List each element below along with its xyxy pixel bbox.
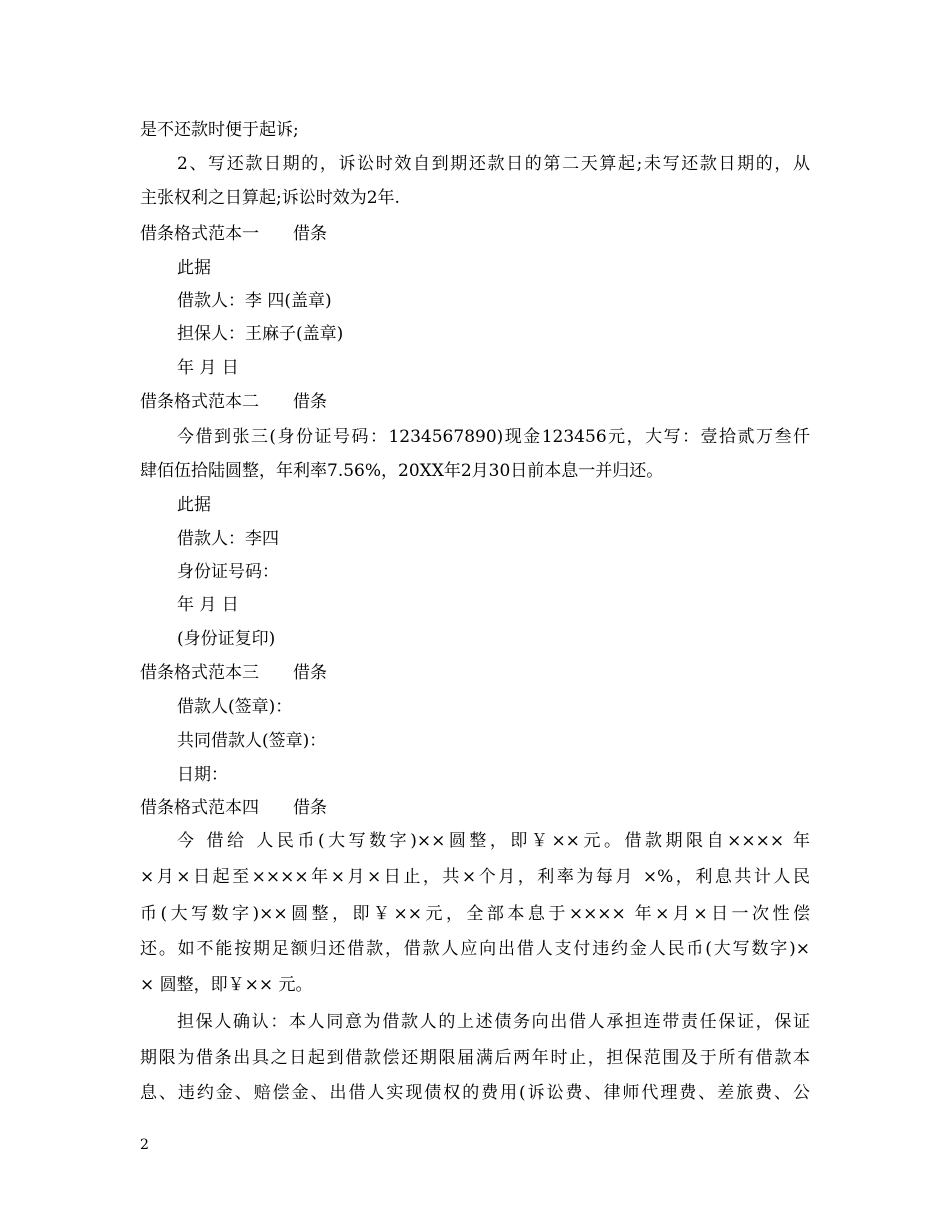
text-line: (身份证复印) <box>177 629 276 649</box>
text-line: 年 月 日 <box>177 595 239 615</box>
text-line: ×月×日起至××××年×月×日止，共×个月，利率为每月 ×%，利息共计人民 <box>140 867 810 887</box>
section-heading: 借条格式范本四 借条 <box>140 798 327 818</box>
text-line: 身份证号码： <box>177 562 279 582</box>
text-line: 此据 <box>177 495 211 515</box>
section-heading: 借条格式范本三 借条 <box>140 663 327 683</box>
text-line: 借款人：李 四(盖章) <box>177 291 332 311</box>
section-heading: 借条格式范本二 借条 <box>140 392 327 412</box>
text-line: 年 月 日 <box>177 358 239 378</box>
text-line: 共同借款人(签章)： <box>177 731 327 751</box>
text-line: 借款人：李四 <box>177 529 279 549</box>
text-line: 息、违约金、赔偿金、出借人实现债权的费用(诉讼费、律师代理费、差旅费、公 <box>140 1083 810 1103</box>
text-line: 还。如不能按期足额归还借款，借款人应向出借人支付违约金人民币(大写数字)× <box>140 939 810 959</box>
text-line: 主张权利之日算起;诉讼时效为2年. <box>140 188 400 208</box>
text-line: 担保人：王麻子(盖章) <box>177 324 344 344</box>
text-line: 今借到张三(身份证号码：1234567890)现金123456元，大写：壹拾贰万叁仟 <box>177 427 810 447</box>
text-line: 币(大写数字)××圆整，即￥××元，全部本息于×××× 年×月×日一次性偿 <box>140 904 810 924</box>
text-line: 此据 <box>177 258 211 278</box>
text-line: 肆佰伍拾陆圆整，年利率7.56%，20XX年2月30日前本息一并归还。 <box>140 461 664 481</box>
section-heading: 借条格式范本一 借条 <box>140 224 327 244</box>
text-line: 是不还款时便于起诉; <box>140 120 299 140</box>
text-line: 借款人(签章)： <box>177 697 293 717</box>
page-number: 2 <box>140 1137 149 1153</box>
text-line: 2、写还款日期的，诉讼时效自到期还款日的第二天算起;未写还款日期的，从 <box>177 154 810 174</box>
text-line: × 圆整，即￥×× 元。 <box>140 975 313 995</box>
text-line: 今 借给 人民币(大写数字)××圆整，即￥××元。借款期限自×××× 年 <box>177 831 810 851</box>
text-line: 期限为借条出具之日起到借款偿还期限届满后两年时止，担保范围及于所有借款本 <box>140 1048 810 1068</box>
text-line: 担保人确认：本人同意为借款人的上述债务向出借人承担连带责任保证，保证 <box>177 1012 810 1032</box>
text-line: 日期： <box>177 765 228 785</box>
